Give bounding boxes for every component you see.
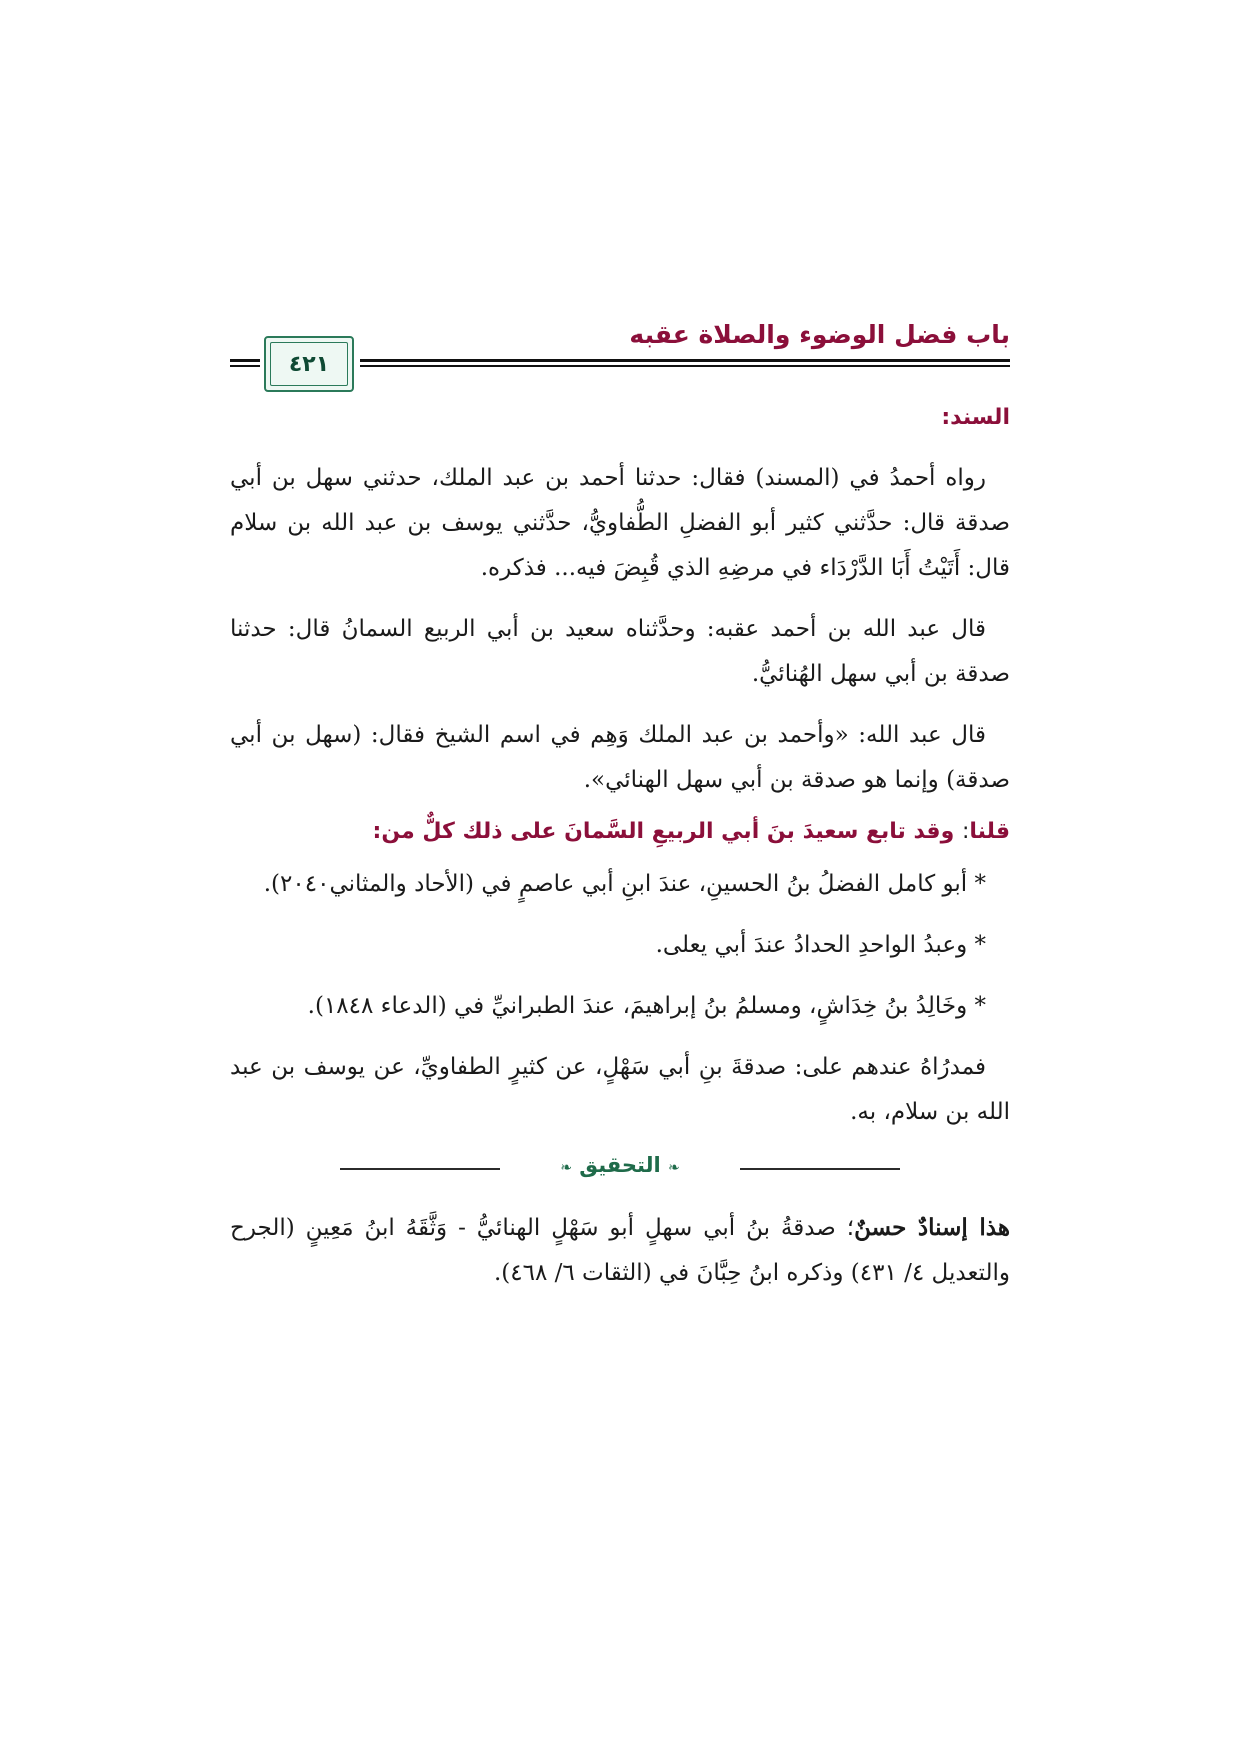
chapter-title: باب فضل الوضوء والصلاة عقبه bbox=[629, 320, 1010, 349]
page-content bbox=[230, 405, 1010, 1312]
divider-label-wrap bbox=[230, 1153, 1010, 1177]
qulna-heading bbox=[230, 819, 1010, 844]
header-rule bbox=[230, 359, 260, 362]
qulna-colon: : bbox=[961, 819, 970, 844]
qulna-text: وقد تابع سعيدَ بنَ أبي الربيعِ السَّمانَ على ذلك كلٌّ من: bbox=[372, 819, 955, 844]
tahqiq-text: ؛ صدقةُ بنُ أبي سهلٍ أبو سَهْلٍ الهنائيُّ - وَثَّقَهُ ابنُ مَعِينٍ (الجرح والتعديل ٤/ ٤٣١) وذكره ابنُ حِبَّانَ في (الثقات ٦/ ٤٦٨). bbox=[230, 1215, 1010, 1286]
page-number-badge bbox=[264, 336, 354, 392]
header-rule bbox=[360, 365, 1010, 367]
ornament-icon: ❧ bbox=[668, 1160, 680, 1176]
header-rule bbox=[230, 365, 260, 367]
list-item: * وعبدُ الواحدِ الحدادُ عندَ أبي يعلى. bbox=[655, 932, 986, 958]
paragraph: قال عبد الله: «وأحمد بن عبد الملك وَهِم في اسم الشيخ فقال: (سهل بن أبي صدقة) وإنما هو صدقة بن أبي سهل الهنائي». bbox=[230, 722, 1010, 793]
tahqiq-paragraph bbox=[230, 1205, 1010, 1296]
paragraph: فمدرُاهُ عندهم على: صدقةَ بنِ أبي سَهْلٍ، عن كثيرٍ الطفاويِّ، عن يوسف بن عبد الله بن سلام، به. bbox=[230, 1054, 1010, 1125]
qulna-label: قلنا bbox=[969, 819, 1010, 844]
list-item: * وخَالِدُ بنُ خِدَاشٍ، ومسلمُ بنُ إبراهيمَ، عندَ الطبرانيِّ في (الدعاء ١٨٤٨). bbox=[307, 993, 986, 1019]
divider-label: التحقيق bbox=[579, 1153, 661, 1177]
ornament-icon: ❧ bbox=[560, 1160, 572, 1176]
verdict: هذا إسنادٌ حسنٌ bbox=[854, 1214, 1010, 1241]
section-heading: السند: bbox=[941, 405, 1010, 430]
section-divider bbox=[230, 1151, 1010, 1187]
page-number: ٤٢١ bbox=[288, 351, 330, 377]
paragraph: قال عبد الله بن أحمد عقبه: وحدَّثناه سعيد بن أبي الربيع السمانُ قال: حدثنا صدقة بن أبي سهل الهُنائيُّ. bbox=[230, 616, 1010, 687]
list-item: * أبو كامل الفضلُ بنُ الحسينِ، عندَ ابنِ أبي عاصمٍ في (الأحاد والمثاني٢٠٤٠). bbox=[263, 871, 986, 897]
page-header bbox=[230, 310, 1010, 390]
header-rule bbox=[360, 359, 1010, 362]
paragraph: رواه أحمدُ في (المسند) فقال: حدثنا أحمد بن عبد الملك، حدثني سهل بن أبي صدقة قال: حدَّثني كثير أبو الفضلِ الطُّفاويُّ، حدَّثني يوسف بن عبد الله بن سلام قال: أَتَيْتُ أَبَا الدَّرْدَاء في مرضِهِ الذي قُبِضَ فيه... فذكره. bbox=[230, 465, 1010, 581]
